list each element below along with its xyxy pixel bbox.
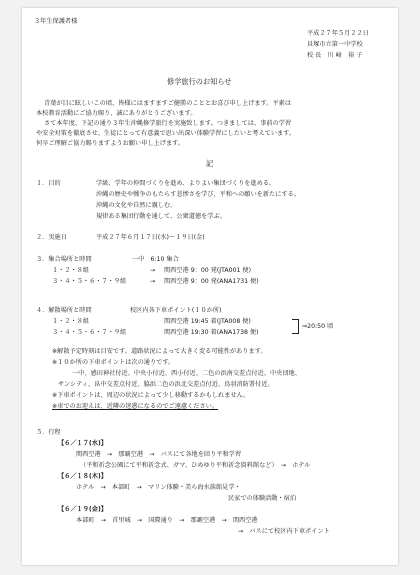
intro-line: さて本年度、下記の通り３年生沖縄修学旅行を実施致します。つきましては、事前の学習	[44, 120, 292, 127]
itinerary-line: （平和祈念公園にて平和祈念式、ガマ、ひめゆり平和祈念資料館など） → ホテル	[80, 462, 311, 469]
itinerary-line: 関西空港 → 那覇空港 → バスにて各地を回り平和学習	[76, 451, 242, 458]
document-page	[22, 8, 398, 565]
dismiss-note-underlined: ※車でのお迎えは、近隣の迷惑になるのでご遠慮ください。	[52, 403, 219, 410]
itinerary-line: → バスにて校区内下車ポイント	[238, 528, 330, 535]
dismiss-flight: 関西空港 19:45 着(JTA008 便)	[164, 318, 251, 325]
addressee: ３年生保護者様	[34, 18, 78, 25]
itinerary-line: ホテル → 本部町 → マリン体験・美ら海水族館見学・	[76, 484, 241, 491]
ki-heading: 記	[206, 159, 214, 168]
arrival-time: ⇒20:50 頃	[302, 323, 334, 330]
dismiss-point: 校区内各下車ポイント(１０か所)	[130, 307, 222, 314]
dismiss-classes: ３・４・５・６・７・９組	[52, 329, 127, 336]
dismiss-note: ※解散予定時刻は目安です。道路状況によって大きく変る可能性があります。	[52, 348, 267, 355]
dismiss-classes: １・２・８組	[52, 318, 90, 325]
section-dates-label: ２．実施日	[36, 234, 67, 241]
itinerary-line: 民家での体験活動・宿泊	[228, 495, 297, 502]
purpose-item: 規律ある集団行動を通して、公衆道徳を学ぶ。	[96, 213, 226, 220]
intro-line: 青葉が目に眩しいこの頃、皆様にはますますご健勝のこととお喜び申し上げます。平素は	[44, 100, 292, 107]
dismiss-note: 一中、感田神社付近、中央小付近、西小付近、二色の浜南交差点付近、中央団地、	[72, 370, 301, 377]
bracket-icon	[292, 319, 299, 334]
itinerary-day-date: 【６／１８(木)】	[58, 473, 107, 480]
dismiss-flight: 関西空港 19:30 着(ANA1738 便)	[164, 329, 259, 336]
gather-flight: 関西空港 9：00 発(JTA001 便)	[164, 267, 252, 274]
intro-line: 本校教育活動にご協力賜り、誠にありがとうございます。	[36, 110, 197, 117]
issue-date: 平成２７年５月２２日	[307, 30, 369, 37]
intro-line: 何卒ご理解ご協力賜りますようお願い申し上げます。	[36, 140, 185, 147]
section-gather-label: ３．集合場所と時間	[36, 256, 92, 263]
arrow-icon: →	[150, 278, 156, 285]
gather-flight: 関西空港 9：00 発(ANA1731 便)	[164, 278, 259, 285]
itinerary-line: 本部町 → 首里城 → 国際通り → 那覇空港 → 関西空港	[76, 517, 258, 524]
itinerary-day-date: 【６／１７(水)】	[58, 440, 107, 447]
dismiss-note: サンシティ、畠中交差点付近、脇浜二色の浜北交差点付近、鳥羽消防署付近。	[58, 381, 274, 388]
section-itinerary-label: ５．行程	[36, 429, 61, 436]
principal-name: 校 長 川 﨑 裕 子	[307, 52, 363, 59]
intro-line: や安全対策を徹底させ、生徒にとって有意義で思い出深い体験学習にしたいと考えています。	[36, 130, 296, 137]
document-title: 修学旅行のお知らせ	[167, 77, 232, 86]
purpose-item: 学級、学年の仲間づくりを進め、よりよい集団づくりを進める。	[96, 180, 276, 187]
section-dismiss-label: ４．解散場所と時間	[36, 307, 92, 314]
school-name: 貝塚市立第一中学校	[307, 41, 363, 48]
dismiss-note: ※下車ポイントは、周辺の状況によって少し移動するかもしれません。	[52, 392, 250, 399]
trip-dates: 平成２７年６月１７日(水)～１９日(金)	[96, 234, 205, 241]
dismiss-note: ※１０か所の下車ポイントは次の通りです。	[52, 359, 175, 366]
section-purpose-label: １．目的	[36, 180, 61, 187]
purpose-item: 沖縄の歴史や戦争のもたらす悲惨さを学び、平和への願いを新たにする。	[96, 191, 300, 198]
gather-classes: ３・４・５・６・７・９組	[52, 278, 127, 285]
purpose-item: 沖縄の文化や自然に親しむ。	[96, 202, 177, 209]
gather-place: 一中 6:10 集合	[132, 256, 179, 263]
arrow-icon: →	[150, 267, 156, 274]
itinerary-day-date: 【６／１９(金)】	[58, 506, 107, 513]
gather-classes: １・２・８組	[52, 267, 90, 274]
